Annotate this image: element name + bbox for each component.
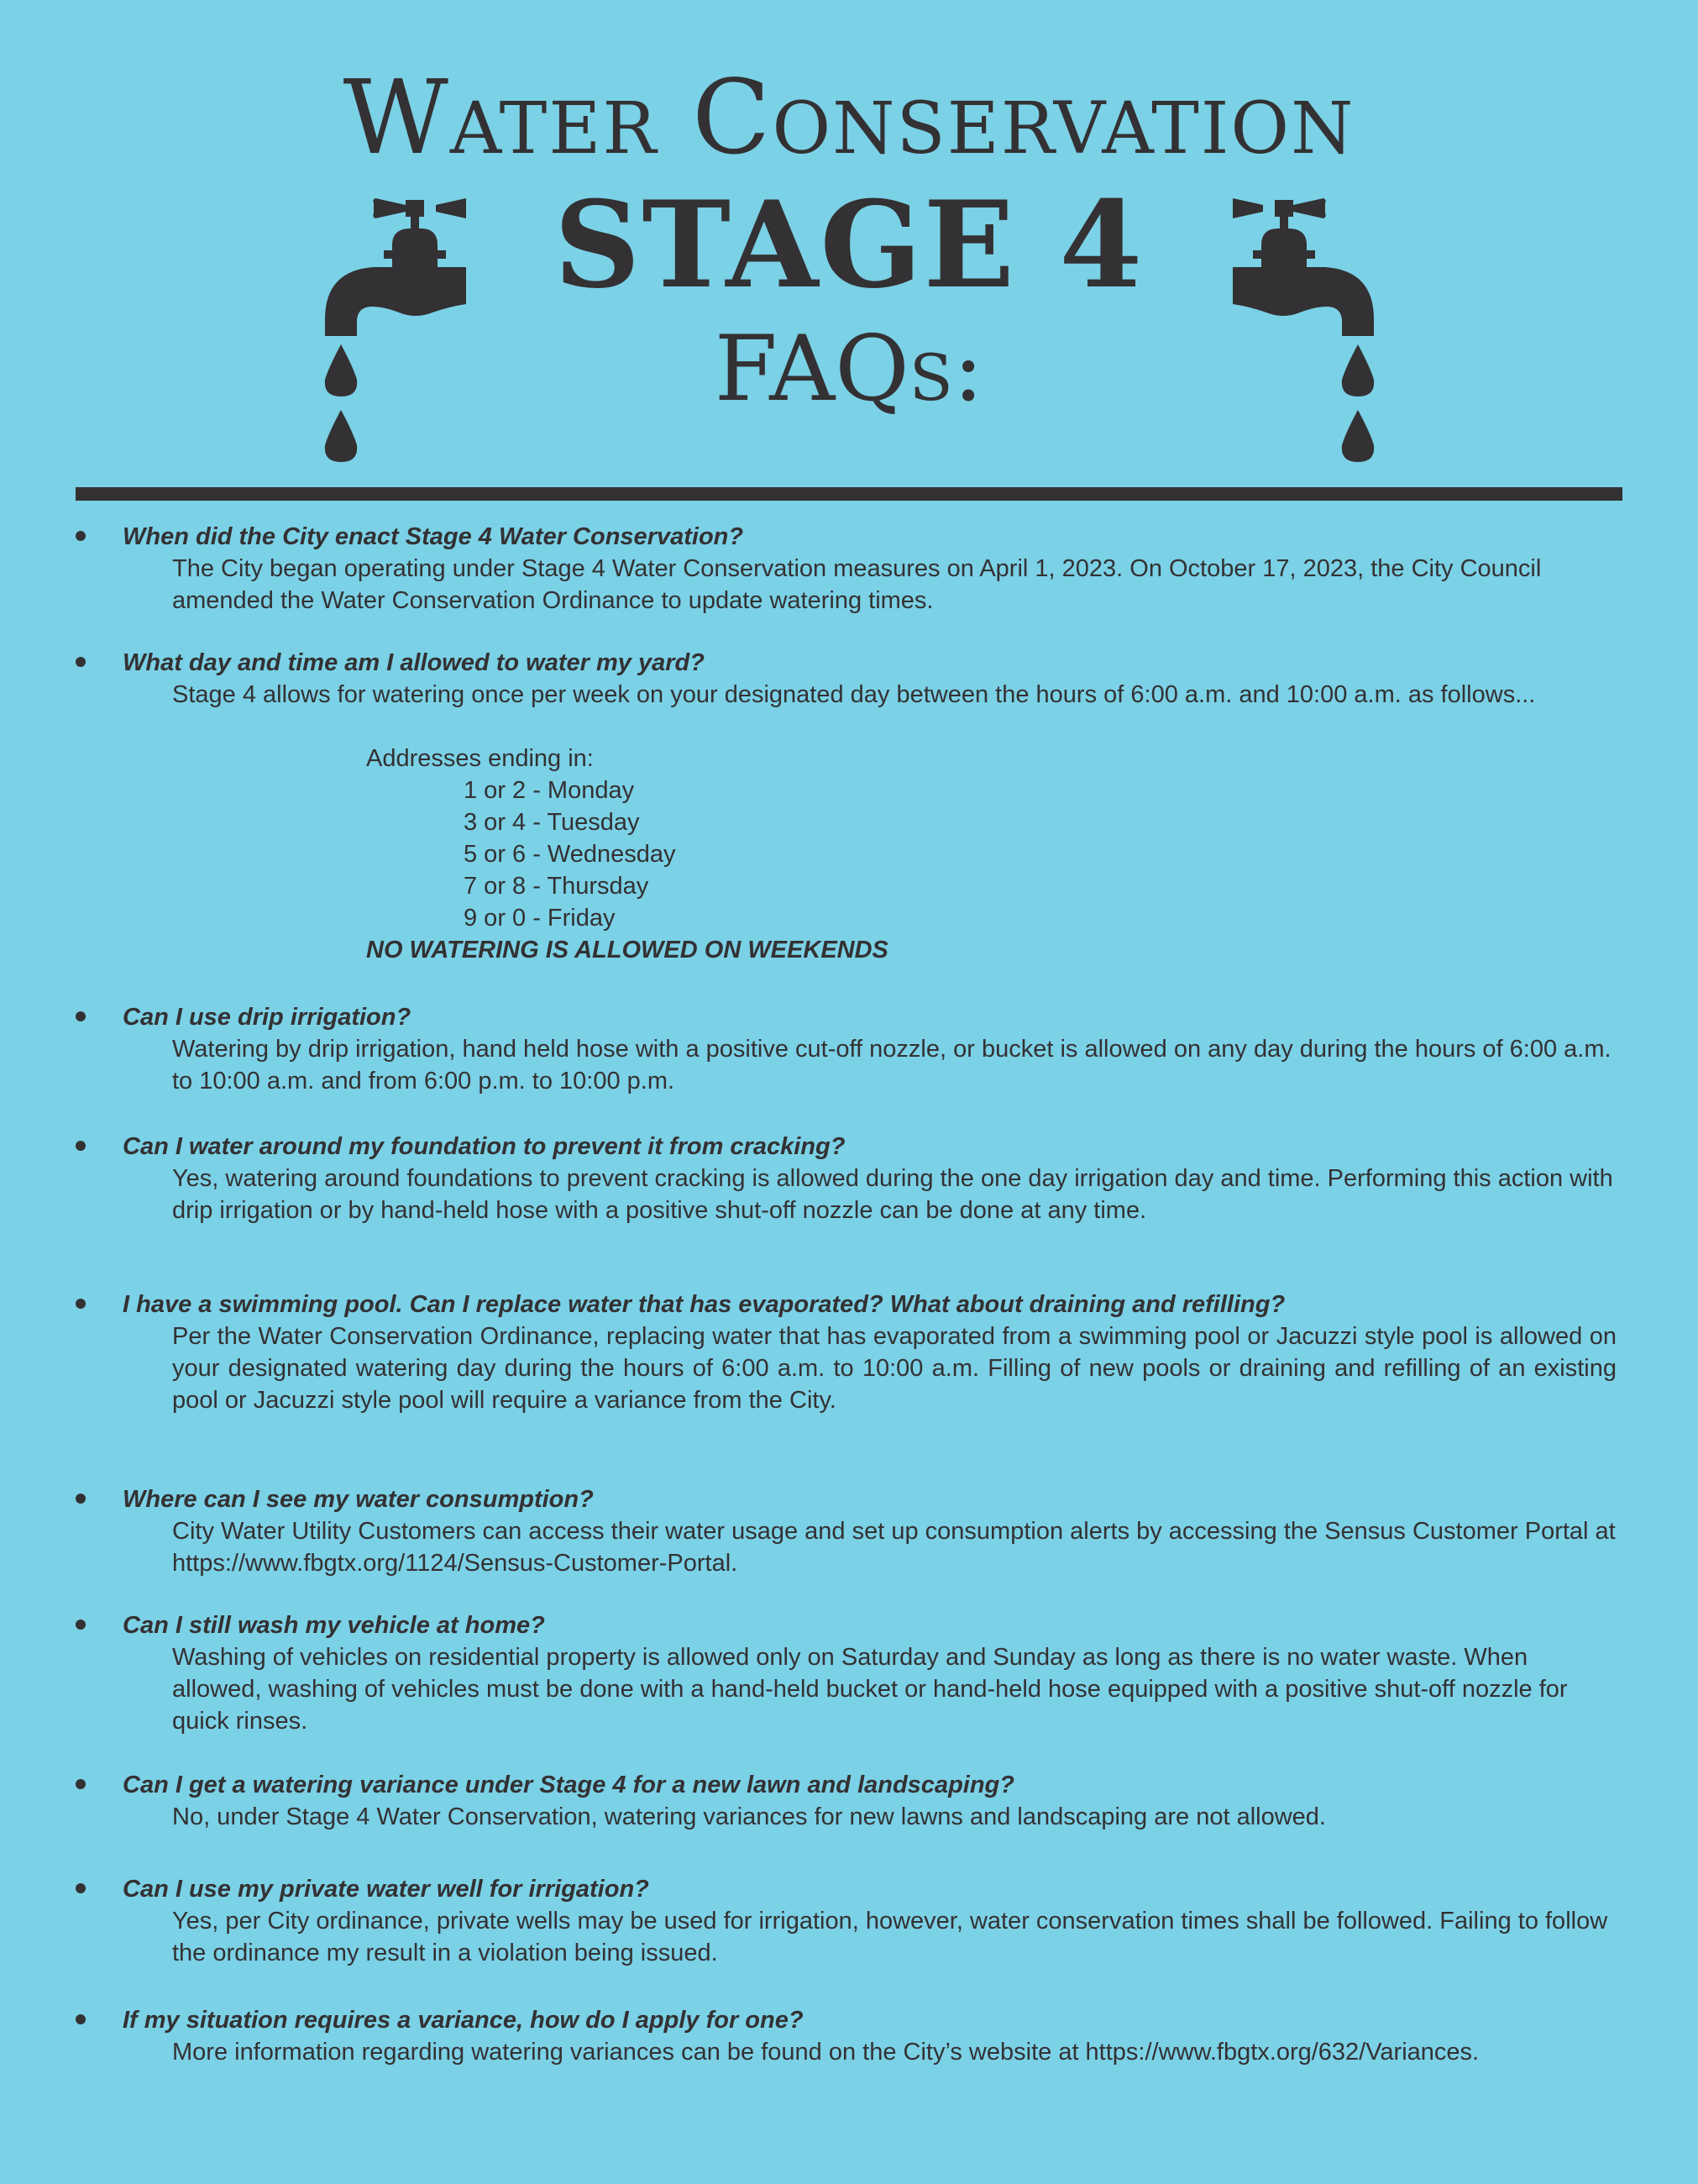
faq-answer: Stage 4 allows for watering once per week on your designated day between the hours of 6:00 a.m. and 10:00 a.m. as follows... [172,681,1536,708]
faq-question: Where can I see my water consumption? [123,1486,594,1513]
faq-question: When did the City enact Stage 4 Water Conservation? [123,523,744,550]
bullet-icon [76,1494,86,1504]
faq-answer: No, under Stage 4 Water Conservation, watering variances for new lawns and landscaping are not allowed. [172,1803,1326,1830]
bullet-icon [76,2014,86,2024]
faq-question: Can I use drip irrigation? [123,1004,411,1031]
page-header [0,0,1698,470]
bullet-icon [76,1883,86,1893]
schedule-row: 5 or 6 - Wednesday [464,841,676,868]
faq-answer: The City began operating under Stage 4 Water Conservation measures on April 1, 2023. On October 17, 2023, the City Council amended the Water Conservation Ordinance to update watering times. [172,555,1542,614]
faq-answer: Washing of vehicles on residential property is allowed only on Saturday and Sunday as long as there is no water waste. When allowed, washing of vehicles must be done with a hand-held bucket or hand-held hose equipped with a positive shut-off nozzle for quick rinses. [172,1644,1568,1735]
faq-answer: Per the Water Conservation Ordinance, replacing water that has evaporated from a swimming pool or Jacuzzi style pool is allowed on your designated watering day during the hours of 6:00 a.m. to 10:00 a.m. Filling of new pools or draining and refilling of an existing pool or Jacuzzi style pool will require a variance from the City. [172,1323,1617,1414]
bullet-icon [76,1779,86,1789]
header-divider [76,487,1622,501]
faq-question: Can I use my private water well for irrigation? [123,1876,649,1903]
bullet-icon [76,1299,86,1309]
faq-question: What day and time am I allowed to water my yard? [123,649,705,676]
bullet-icon [76,531,86,541]
stage-heading: STAGE 4 [553,176,1145,315]
schedule-row: 7 or 8 - Thursday [464,873,649,900]
faq-question: If my situation requires a variance, how do I apply for one? [123,2007,804,2034]
faq-answer: More information regarding watering variances can be found on the City’s website at https://www.fbgtx.org/632/Variances. [172,2039,1480,2066]
faq-question: Can I get a watering variance under Stage 4 for a new lawn and landscaping? [123,1772,1014,1798]
faq-question: Can I still wash my vehicle at home? [123,1612,545,1639]
bullet-icon [76,1011,86,1021]
schedule-row: 9 or 0 - Friday [464,905,616,932]
schedule-row: 1 or 2 - Monday [464,777,635,804]
faq-answer: Yes, per City ordinance, private wells may be used for irrigation, however, water conservation times shall be followed. Failing to follow the ordinance my result in a violation being issued. [172,1908,1608,1966]
faq-answer: City Water Utility Customers can access their water usage and set up consumption alerts by accessing the Sensus Customer Portal at https://www.fbgtx.org/1124/Sensus-Customer-Portal. [172,1518,1616,1577]
bullet-icon [76,1620,86,1630]
bullet-icon [76,657,86,667]
watering-schedule [366,743,888,966]
weekend-warning: NO WATERING IS ALLOWED ON WEEKENDS [366,937,888,963]
page-title: Water Conservation [343,58,1355,177]
schedule-heading: Addresses ending in: [366,745,594,772]
faq-question: Can I water around my foundation to prevent it from cracking? [123,1133,846,1160]
faqs-subtitle: FAQs: [714,317,984,422]
bullet-icon [76,1141,86,1151]
faq-answer: Watering by drip irrigation, hand held hose with a positive cut-off nozzle, or bucket is allowed on any day during the hours of 6:00 a.m. to 10:00 a.m. and from 6:00 p.m. to 10:00 p.m. [172,1036,1612,1095]
water-drop-icon [1233,344,1376,470]
schedule-row: 3 or 4 - Tuesday [464,809,640,836]
faq-answer: Yes, watering around foundations to prevent cracking is allowed during the one day irrigation day and time. Performing this action with drip irrigation or by hand-held hose with a positive shut-off nozzle can be done at any time. [172,1165,1613,1224]
faq-question: I have a swimming pool. Can I replace water that has evaporated? What about draining and refilling? [123,1291,1286,1318]
